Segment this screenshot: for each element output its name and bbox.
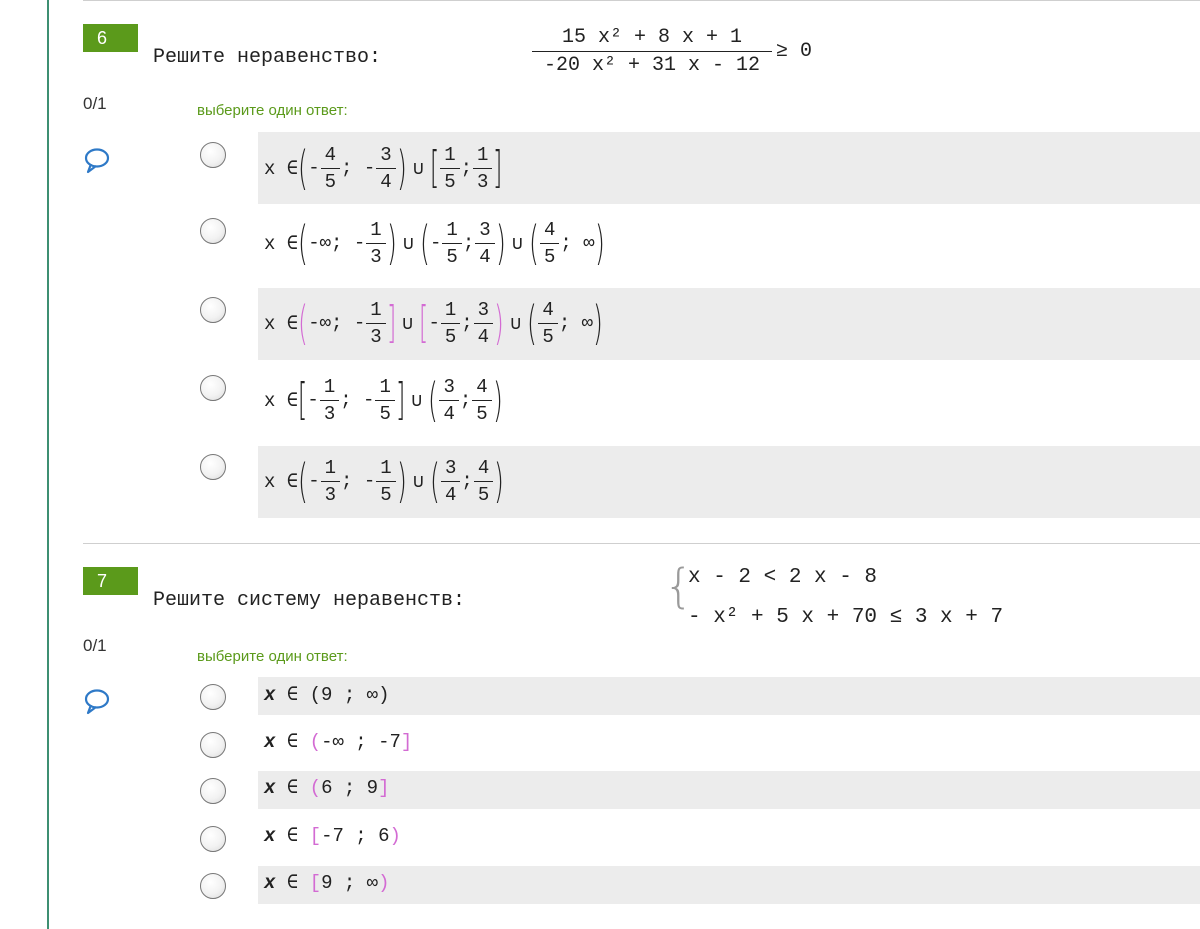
fraction-den: 5	[375, 400, 394, 425]
fraction-num: 1	[370, 298, 382, 321]
answer-option-4: x ∈ [ - $\frac{1}{3}$ ; - $\frac{1}{5}$ ] ∪ ( $\frac{3}{4}$ ; $\frac{4}{5}$ )	[264, 373, 503, 427]
question-text: Решите неравенство:	[153, 46, 382, 69]
question-divider-top	[83, 0, 1200, 1]
answer-radio-5[interactable]	[200, 873, 226, 899]
answer-radio-3[interactable]	[200, 297, 226, 323]
infinity-value: -∞	[308, 312, 332, 334]
option-text: 6 ; 9	[321, 777, 379, 799]
option-text: ∈	[286, 731, 310, 753]
question-text: Решите систему неравенств:	[153, 589, 466, 612]
fraction-num: 3	[445, 456, 457, 479]
fraction-num: 1	[323, 375, 336, 398]
variable-x: x	[264, 684, 276, 706]
fraction-den: 3	[321, 481, 340, 506]
formula-relation: ≥ 0	[776, 40, 813, 63]
fraction-num: 1	[446, 218, 458, 241]
fraction-den: 4	[474, 323, 493, 348]
fraction-num: 1	[370, 218, 382, 241]
variable-x: x	[264, 731, 276, 753]
answer-option-1	[264, 683, 389, 706]
question-grade: 0/1	[83, 94, 107, 113]
fraction-num: 4	[543, 218, 556, 241]
system-line-1: x - 2 < 2 x - 8	[688, 566, 878, 589]
option-lead: x ∈	[264, 312, 299, 335]
fraction-num: 4	[324, 143, 337, 166]
fraction-den: 5	[538, 323, 557, 348]
question-number-badge: 6	[83, 24, 138, 52]
variable-x: x	[264, 872, 276, 894]
open-bracket: [	[429, 142, 440, 193]
system-line-2: - x² + 5 x + 70 ≤ 3 x + 7	[688, 606, 1004, 629]
option-bracket: [	[309, 825, 322, 847]
fraction-num: 1	[380, 456, 392, 479]
answer-option-2	[264, 730, 412, 753]
answer-radio-2[interactable]	[200, 732, 226, 758]
fraction-num: 3	[443, 375, 455, 398]
fraction-den: 3	[366, 323, 385, 348]
fraction-den: 4	[441, 481, 460, 506]
comment-icon[interactable]	[83, 147, 111, 175]
fraction-den: 4	[475, 243, 494, 268]
infinity-value: ; ∞	[560, 232, 595, 254]
option-bracket: )	[389, 825, 401, 847]
fraction-den: 5	[376, 481, 395, 506]
infinity-value: -∞	[308, 232, 332, 254]
variable-x: x	[264, 777, 276, 799]
fraction-num: 3	[477, 298, 490, 321]
variable-x: x	[264, 825, 276, 847]
option-bracket: (	[309, 777, 322, 799]
fraction-den: 5	[440, 168, 459, 193]
fraction-num: 4	[476, 375, 488, 398]
answer-radio-3[interactable]	[200, 778, 226, 804]
fraction-num: 1	[477, 143, 489, 166]
option-bracket: ]	[378, 777, 390, 799]
fraction-num: 1	[324, 456, 337, 479]
fraction-den: 5	[441, 323, 460, 348]
fraction-den: 4	[439, 400, 458, 425]
fraction-den: 5	[540, 243, 559, 268]
answer-option-5	[264, 871, 389, 894]
answer-radio-4[interactable]	[200, 375, 226, 401]
option-text: -∞ ; -7	[321, 731, 401, 753]
answer-option-1: x ∈ ( - $\frac{4}{5}$ ; - $\frac{3}{4}$ ) ∪ [ $\frac{1}{5}$ ; $\frac{1}{3}$ ]	[264, 141, 503, 195]
option-bracket: ]	[400, 731, 413, 753]
option-bracket: [	[309, 872, 322, 894]
fraction-den: 3	[473, 168, 492, 193]
infinity-value: ; ∞	[558, 312, 594, 334]
fraction-num: 3	[479, 218, 491, 241]
option-row-background	[258, 677, 1200, 715]
fraction-num: 1	[444, 143, 456, 166]
option-lead: x ∈	[264, 470, 299, 493]
option-row-background	[258, 866, 1200, 904]
fraction-num: 3	[380, 143, 392, 166]
option-lead: x ∈	[264, 157, 299, 180]
fraction-den: 5	[442, 243, 461, 268]
answer-radio-2[interactable]	[200, 218, 226, 244]
formula-denominator: -20 x² + 31 x - 12	[532, 51, 772, 77]
answer-option-3	[264, 776, 389, 799]
fraction-num: 4	[542, 298, 554, 321]
option-text: ∈ (9 ; ∞)	[286, 684, 390, 706]
option-lead: x ∈	[264, 389, 299, 412]
question-number-badge: 7	[83, 567, 138, 595]
close-paren: )	[396, 141, 407, 195]
option-text: -7 ; 6	[321, 825, 390, 847]
open-paren: (	[298, 141, 309, 195]
option-text: ∈	[286, 777, 310, 799]
system-brace: {	[664, 559, 694, 613]
option-row-background	[258, 771, 1200, 809]
question-divider	[83, 543, 1200, 544]
fraction-den: 5	[474, 481, 493, 506]
answer-radio-4[interactable]	[200, 826, 226, 852]
fraction-den: 5	[321, 168, 340, 193]
fraction-num: 1	[444, 298, 457, 321]
option-text: 9 ; ∞	[321, 872, 379, 894]
close-bracket: ]	[493, 142, 503, 193]
formula-numerator: 15 x² + 8 x + 1	[562, 26, 743, 49]
answer-option-4	[264, 824, 401, 847]
answer-option-2: x ∈ ( -∞ ; - $\frac{1}{3}$ ) ∪ ( - $\frac{1}{5}$ ; $\frac{3}{4}$ ) ∪ ( $\frac{4}{5}$ ; ∞ )	[264, 216, 605, 270]
question-grade: 0/1	[83, 636, 107, 655]
comment-icon[interactable]	[83, 688, 111, 716]
option-text: ∈	[286, 872, 310, 894]
question-formula	[538, 26, 812, 77]
fraction-num: 1	[379, 375, 391, 398]
option-text: ∈	[286, 825, 310, 847]
option-bracket: (	[309, 731, 322, 753]
answer-option-3: x ∈ ( -∞ ; - $\frac{1}{3}$ ] ∪ [ - $\frac{1}{5}$ ; $\frac{3}{4}$ ) ∪ ( $\frac{4}{5}$ ; ∞ )	[264, 296, 603, 350]
answer-radio-5[interactable]	[200, 454, 226, 480]
fraction-den: 3	[366, 243, 385, 268]
answer-prompt: выберите один ответ:	[197, 648, 348, 665]
option-bracket: )	[378, 872, 390, 894]
left-border-rule	[47, 0, 49, 929]
answer-prompt: выберите один ответ:	[197, 102, 348, 119]
answer-radio-1[interactable]	[200, 684, 226, 710]
fraction-num: 4	[477, 456, 490, 479]
fraction-den: 3	[320, 400, 339, 425]
answer-radio-1[interactable]	[200, 142, 226, 168]
answer-option-5: x ∈ ( - $\frac{1}{3}$ ; - $\frac{1}{5}$ ) ∪ ( $\frac{3}{4}$ ; $\frac{4}{5}$ )	[264, 454, 505, 508]
fraction-den: 4	[376, 168, 395, 193]
fraction-den: 5	[472, 400, 491, 425]
option-lead: x ∈	[264, 232, 299, 255]
